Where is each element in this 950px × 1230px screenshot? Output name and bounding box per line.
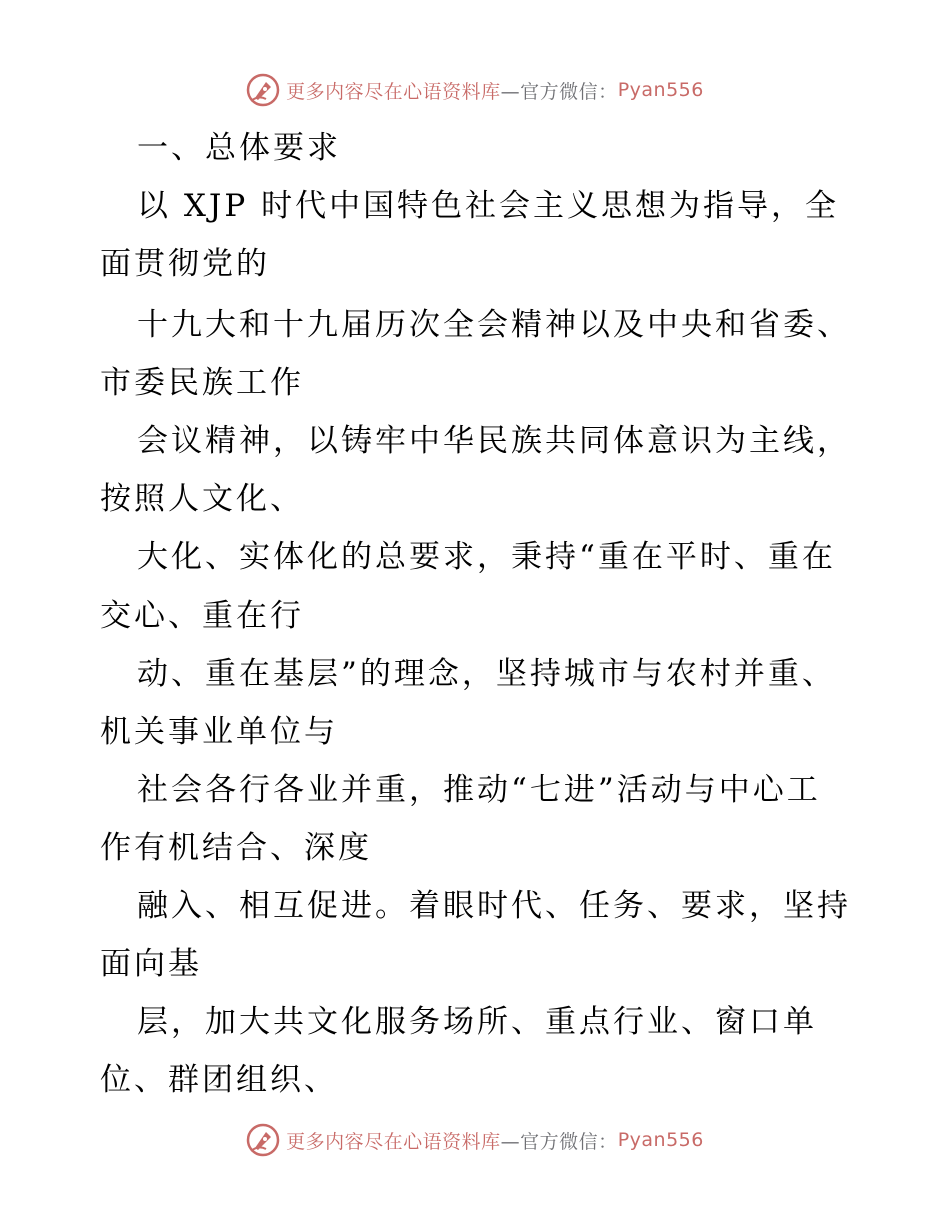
pen-nib-logo-icon — [246, 1123, 280, 1157]
footer-banner-text — [286, 1127, 704, 1154]
paragraph-line: 面贯彻党的 — [100, 246, 270, 282]
footer-brand-text: 更多内容尽在心语资料库 — [286, 1130, 501, 1153]
footer-wechat-id: Pyan556 — [617, 1129, 704, 1151]
header-brand-text: 更多内容尽在心语资料库 — [286, 80, 501, 103]
paragraph-line: 层，加大共文化服务场所、重点行业、窗口单 — [137, 1004, 817, 1040]
footer-wechat-label: —官方微信： — [500, 1130, 618, 1153]
paragraph-line: 大化、实体化的总要求，秉持“重在平时、重在 — [137, 539, 836, 575]
paragraph-line: 作有机结合、深度 — [100, 830, 372, 866]
paragraph-line: 融入、相互促进。着眼时代、任务、要求，坚持 — [137, 888, 851, 924]
paragraph-line: 市委民族工作 — [100, 365, 304, 401]
paragraph-line: 社会各行各业并重，推动“七进”活动与中心工 — [137, 772, 821, 808]
paragraph-line: 以 XJP 时代中国特色社会主义思想为指导，全 — [137, 188, 840, 224]
paragraph-line: 机关事业单位与 — [100, 714, 338, 750]
paragraph-line: 面向基 — [100, 946, 202, 982]
paragraph-line: 会议精神，以铸牢中华民族共同体意识为主线， — [137, 423, 851, 459]
paragraph-line: 按照人文化、 — [100, 481, 304, 517]
paragraph-line: 十九大和十九届历次全会精神以及中央和省委、 — [137, 307, 851, 343]
section-heading: 一、总体要求 — [137, 130, 341, 166]
header-wechat-id: Pyan556 — [617, 79, 704, 101]
paragraph-line: 交心、重在行 — [100, 598, 304, 634]
paragraph-line: 动、重在基层”的理念，坚持城市与农村并重、 — [137, 656, 836, 692]
header-banner-text — [286, 77, 704, 104]
footer-banner — [0, 1120, 950, 1160]
header-wechat-label: —官方微信： — [500, 80, 618, 103]
paragraph-line: 位、群团组织、 — [100, 1062, 338, 1098]
header-banner — [0, 70, 950, 110]
pen-nib-logo-icon — [246, 73, 280, 107]
